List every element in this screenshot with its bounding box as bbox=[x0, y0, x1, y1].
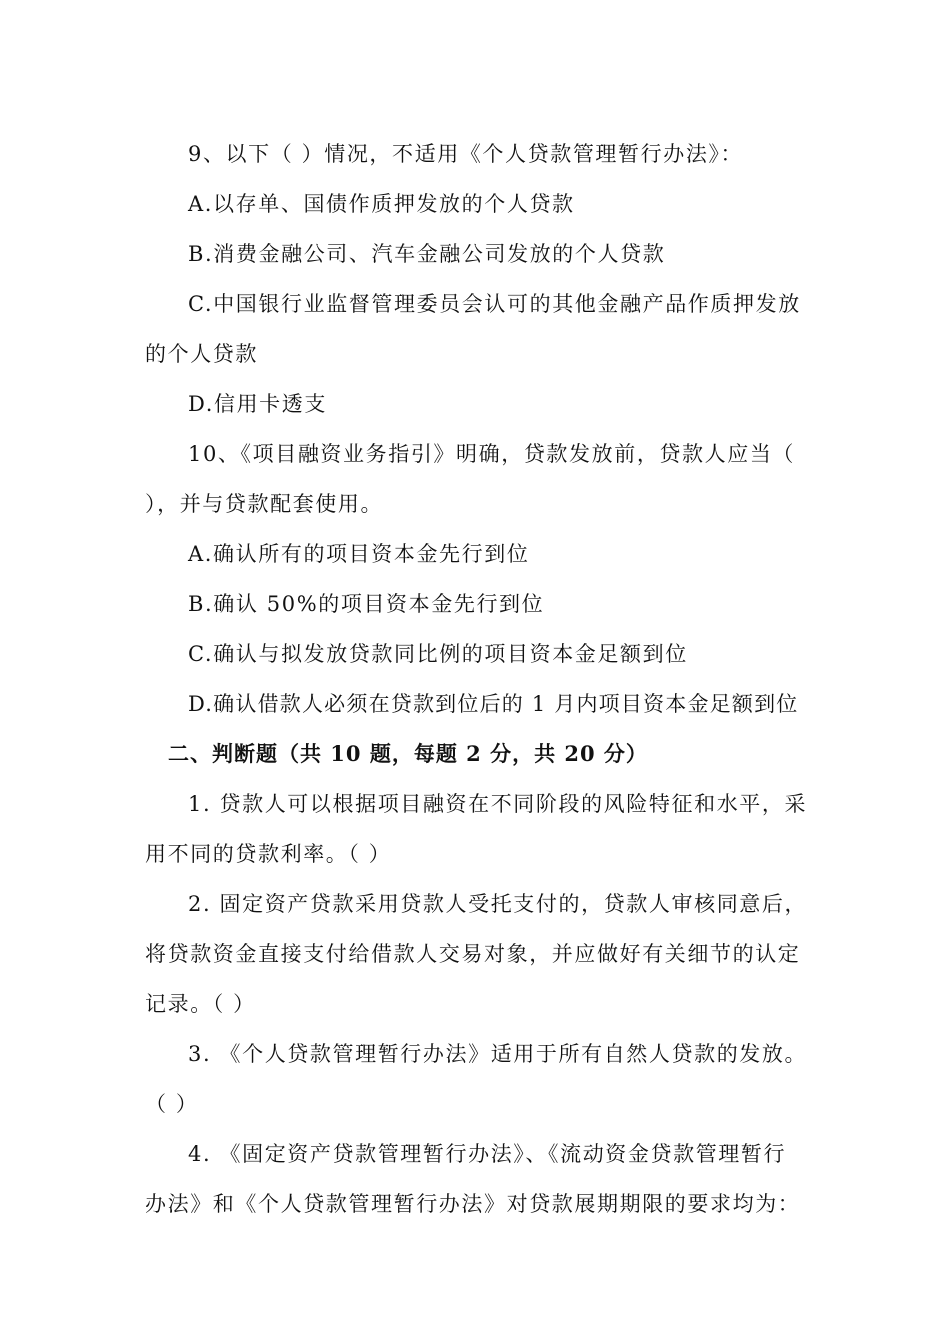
judge-4-cont: 办法》和《个人贷款管理暂行办法》对贷款展期期限的要求均为： bbox=[145, 1192, 801, 1216]
question-10-option-a: A.确认所有的项目资本金先行到位 bbox=[188, 542, 530, 566]
judge-4: 4. 《固定资产贷款管理暂行办法》、《流动资金贷款管理暂行 bbox=[188, 1142, 787, 1166]
section-heading: 二、判断题（共 10 题，每题 2 分，共 20 分） bbox=[168, 741, 648, 766]
judge-1-cont: 用不同的贷款利率。（ ） bbox=[145, 842, 392, 866]
judge-2-cont-2: 记录。（ ） bbox=[145, 992, 256, 1016]
question-10-option-c: C.确认与拟发放贷款同比例的项目资本金足额到位 bbox=[188, 642, 688, 666]
question-9-option-b: B.消费金融公司、汽车金融公司发放的个人贷款 bbox=[188, 242, 666, 266]
question-9-stem: 9、以下（ ）情况，不适用《个人贷款管理暂行办法》： bbox=[188, 142, 744, 166]
question-9-option-c-cont: 的个人贷款 bbox=[145, 342, 258, 366]
question-10-stem-cont: ），并与贷款配套使用。 bbox=[145, 492, 384, 516]
question-9-option-d: D.信用卡透支 bbox=[188, 392, 327, 416]
question-10-option-b: B.确认 50%的项目资本金先行到位 bbox=[188, 592, 545, 616]
question-10-stem: 10、《项目融资业务指引》明确，贷款发放前，贷款人应当（ bbox=[188, 442, 796, 466]
judge-3: 3. 《个人贷款管理暂行办法》适用于所有自然人贷款的发放。 bbox=[188, 1042, 808, 1066]
judge-2-cont: 将贷款资金直接支付给借款人交易对象，并应做好有关细节的认定 bbox=[145, 942, 801, 966]
judge-1: 1. 贷款人可以根据项目融资在不同阶段的风险特征和水平，采 bbox=[188, 792, 808, 816]
question-9-option-c: C.中国银行业监督管理委员会认可的其他金融产品作质押发放 bbox=[188, 292, 801, 316]
judge-2: 2. 固定资产贷款采用贷款人受托支付的，贷款人审核同意后， bbox=[188, 892, 808, 916]
question-9-option-a: A.以存单、国债作质押发放的个人贷款 bbox=[188, 192, 575, 216]
question-10-option-d: D.确认借款人必须在贷款到位后的 1 月内项目资本金足额到位 bbox=[188, 692, 799, 716]
judge-3-cont: （ ） bbox=[145, 1092, 199, 1116]
